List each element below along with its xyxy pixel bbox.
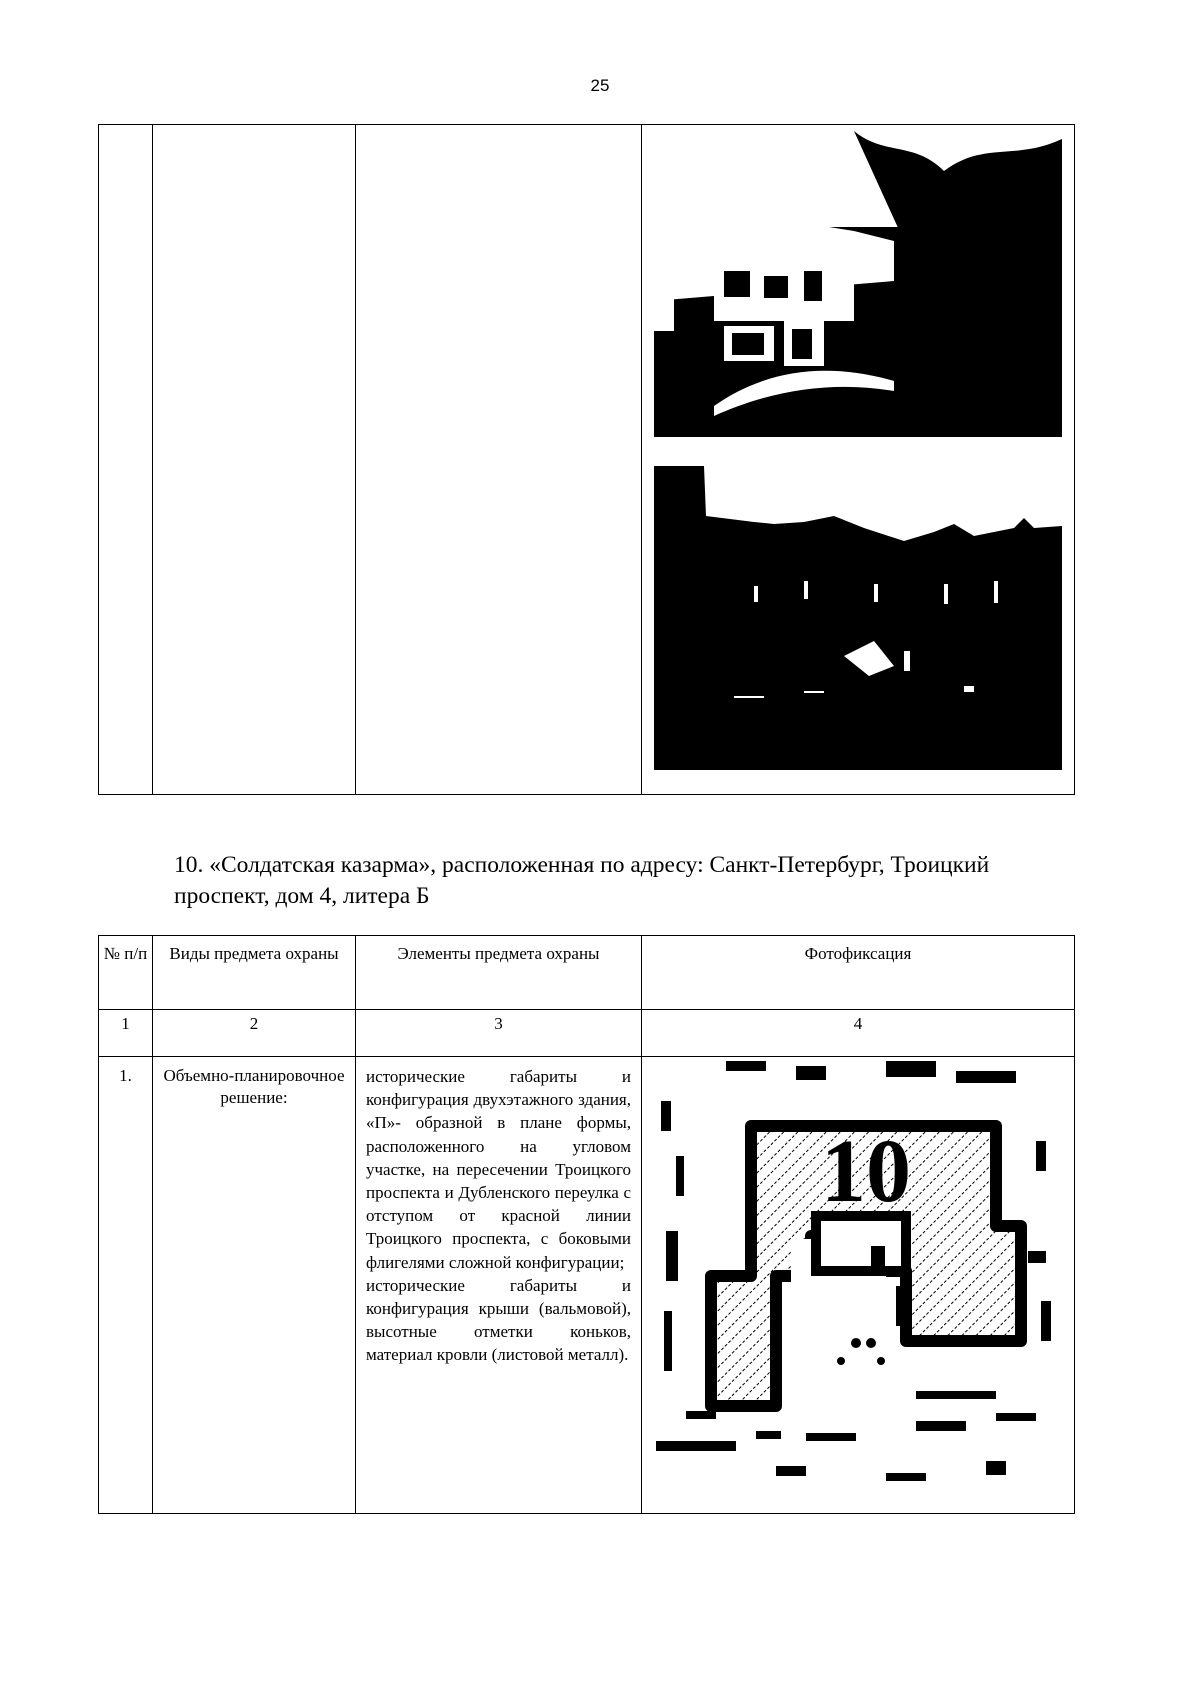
row-photo <box>642 1057 1075 1514</box>
site-plan-image <box>656 1061 1061 1491</box>
continuation-cell-elements <box>356 125 642 795</box>
column-number-1: 1 <box>99 1010 153 1057</box>
header-elements: Элементы предмета охраны <box>356 936 642 1010</box>
continuation-cell-number <box>99 125 153 795</box>
row-elements <box>356 1057 642 1514</box>
row-elements-paragraph-1: исторические габариты и конфигурация двухэтажного здания, «П»- образной в плане формы, расположенного на угловом участке, на пересечении Троицкого проспекта и Дубленского переулка с отступом от красной линии Троицкого проспекта, с боковыми флигелями сложной конфигурации; <box>366 1067 631 1272</box>
header-type: Виды предмета охраны <box>153 936 356 1010</box>
continuation-cell-photos <box>642 125 1075 795</box>
column-number-2: 2 <box>153 1010 356 1057</box>
continuation-cell-type <box>153 125 356 795</box>
page-number: 25 <box>590 76 610 95</box>
column-number-3: 3 <box>356 1010 642 1057</box>
header-number: № п/п <box>99 936 153 1010</box>
object-heading: 10. «Солдатская казарма», расположенная по адресу: Санкт-Петербург, Троицкий проспект, дом 4, литера Б <box>174 852 990 909</box>
protection-subject-table <box>98 935 1075 1514</box>
building-street-photo <box>654 466 1062 770</box>
continuation-table <box>98 124 1075 795</box>
column-number-4: 4 <box>642 1010 1075 1057</box>
row-type: Объемно-планировочное решение: <box>153 1057 356 1514</box>
row-elements-paragraph-2: исторические габариты и конфигурация крыши (вальмовой), высотные отметки коньков, материал кровли (листовой металл). <box>366 1275 631 1365</box>
plan-number-label: 10 <box>821 1122 911 1221</box>
building-facade-photo <box>654 131 1062 437</box>
header-photo: Фотофиксация <box>642 936 1075 1010</box>
row-number: 1. <box>99 1057 153 1514</box>
